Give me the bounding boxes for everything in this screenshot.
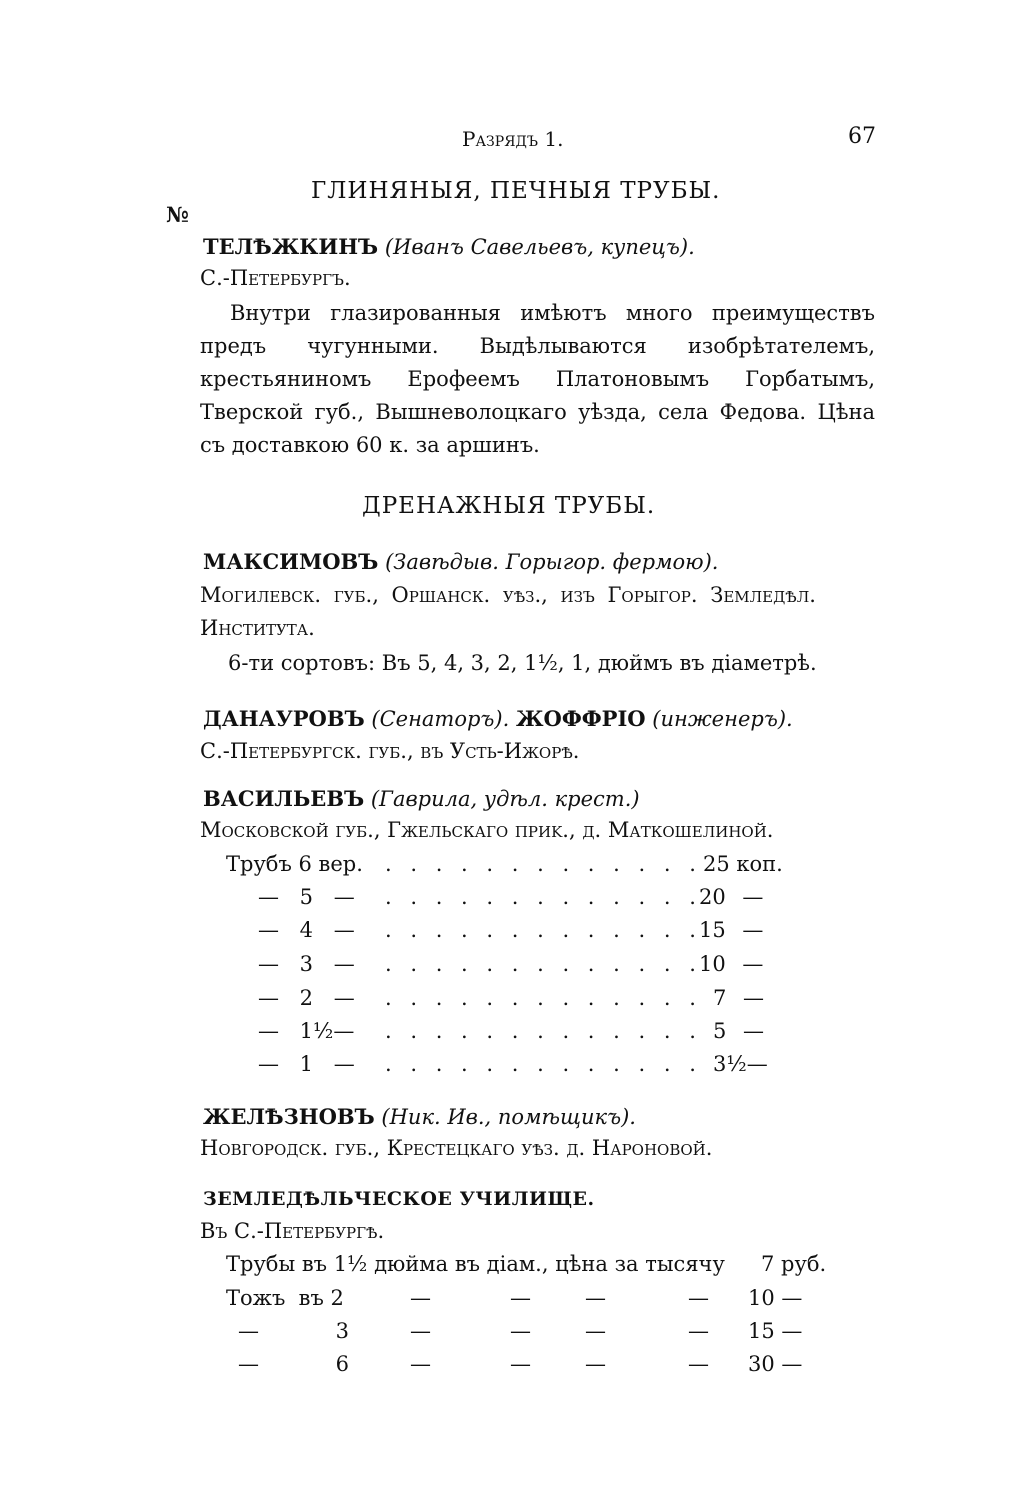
ditto-dashes: — <box>510 1352 531 1376</box>
section-title-drainage-pipes: ДРЕНАЖНЫЯ ТРУБЫ. <box>362 493 656 519</box>
leader-dots: . . . . . . . . . . . . . <box>385 986 702 1010</box>
maker-place: Въ С.-Петербургѣ. <box>200 1219 385 1243</box>
school-row-price: 15 — <box>748 1319 803 1343</box>
price-row-price: 10 — <box>699 952 764 976</box>
maker-line-vasiliev <box>203 786 640 811</box>
maker-name: ТЕЛѢЖКИНЪ <box>203 234 379 259</box>
school-row-text: — 6 <box>238 1352 350 1376</box>
price-row-label: — 1½— <box>258 1019 355 1043</box>
price-row-label: — 5 — <box>258 885 355 909</box>
maker-note-2: (инженеръ). <box>652 707 793 731</box>
maker-line-danaurov <box>203 706 793 731</box>
maker-name-school: ЗЕМЛЕДѢЛЬЧЕСКОЕ УЧИЛИЩЕ. <box>203 1188 595 1210</box>
price-row-price: 3½— <box>713 1052 768 1076</box>
school-row-price: 7 руб. <box>761 1252 827 1276</box>
school-row-text: Трубы въ 1½ дюйма въ діам., цѣна за тысячу <box>226 1252 725 1276</box>
maker-name: ЖЕЛѢЗНОВЪ <box>203 1104 375 1129</box>
maker-note: (Гаврила, удѣл. крест.) <box>370 787 640 811</box>
ditto-dashes: — <box>688 1352 709 1376</box>
price-row-price: 15 — <box>699 918 764 942</box>
maker-name: МАКСИМОВЪ <box>203 549 379 574</box>
ditto-dashes: — <box>410 1319 431 1343</box>
price-row-label: Трубъ 6 вер. <box>226 852 363 876</box>
price-row-label: — 1 — <box>258 1052 355 1076</box>
ditto-dashes: — <box>585 1286 606 1310</box>
leader-dots: . . . . . . . . . . . . . <box>385 885 702 909</box>
section-title-clay-pipes: ГЛИНЯНЫЯ, ПЕЧНЫЯ ТРУБЫ. <box>311 178 721 204</box>
page-number: 67 <box>848 124 876 149</box>
ditto-dashes: — <box>510 1286 531 1310</box>
maker-note: (Ник. Ив., помѣщикъ). <box>381 1105 636 1129</box>
leader-dots: . . . . . . . . . . . . . <box>385 1052 702 1076</box>
maker-place: С.-Петербургск. губ., въ Усть-Ижорѣ. <box>200 739 580 763</box>
maker-place: С.-Петербургъ. <box>200 266 351 290</box>
price-row-price: 25 коп. <box>703 852 783 876</box>
maker-place-continued: Института. <box>200 616 315 640</box>
school-row-text: Тожъ въ 2 <box>226 1286 344 1310</box>
maker-name-2: ЖОФФРІО <box>515 706 646 731</box>
maker-note: (Сенаторъ). <box>371 707 510 731</box>
maker-line-maksimov <box>203 549 718 574</box>
ditto-dashes: — <box>410 1286 431 1310</box>
maker-place: Московской губ., Гжельскаго приk., д. Маткошелиной. <box>200 818 774 842</box>
maker-name: ДАНАУРОВЪ <box>203 706 365 731</box>
ditto-dashes: — <box>688 1319 709 1343</box>
price-row-price: 7 — <box>713 986 765 1010</box>
school-row-text: — 3 <box>238 1319 350 1343</box>
number-sign: № <box>166 202 189 227</box>
maker-note: (Завѣдыв. Горыгор. фермою). <box>385 550 719 574</box>
maker-name: ВАСИЛЬЕВЪ <box>203 786 365 811</box>
school-row-price: 10 — <box>748 1286 803 1310</box>
running-title: Разрядъ 1. <box>462 127 564 151</box>
price-row-label: — 4 — <box>258 918 355 942</box>
leader-dots: . . . . . . . . . . . . . <box>385 918 702 942</box>
ditto-dashes: — <box>585 1352 606 1376</box>
price-row-price: 5 — <box>713 1019 765 1043</box>
price-row-label: — 3 — <box>258 952 355 976</box>
price-row-label: — 2 — <box>258 986 355 1010</box>
description-paragraph: Внутри глазированныя имѣютъ много преимуществъ предъ чугунными. Выдѣлываются изобрѣтателемъ, крестьяниномъ Ерофеемъ Платоновымъ Горбатымъ, Тверской губ., Вышневолоцкаго уѣзда, села Федова. Цѣна съ доставкою 60 к. за аршинъ. <box>200 301 875 457</box>
leader-dots: . . . . . . . . . . . . . <box>385 952 702 976</box>
maker-place: Новгородск. губ., Крестецкаго уѣз. д. Нароновой. <box>200 1136 713 1160</box>
sizes-detail: 6-ти сортовъ: Въ 5, 4, 3, 2, 1½, 1, дюймъ въ діаметрѣ. <box>228 651 817 675</box>
ditto-dashes: — <box>510 1319 531 1343</box>
school-row-price: 30 — <box>748 1352 803 1376</box>
price-row-price: 20 — <box>699 885 764 909</box>
maker-line-zheleznov <box>203 1104 636 1129</box>
leader-dots: . . . . . . . . . . . . . <box>385 1019 702 1043</box>
maker-line-telezhkin <box>203 234 695 259</box>
ditto-dashes: — <box>585 1319 606 1343</box>
leader-dots: . . . . . . . . . . . . . <box>385 852 702 876</box>
ditto-dashes: — <box>410 1352 431 1376</box>
ditto-dashes: — <box>688 1286 709 1310</box>
maker-note: (Иванъ Савельевъ, купецъ). <box>384 235 695 259</box>
maker-place: Могилевск. губ., Оршанск. уѣз., изъ Горыгор. Земледѣл. <box>200 583 816 607</box>
